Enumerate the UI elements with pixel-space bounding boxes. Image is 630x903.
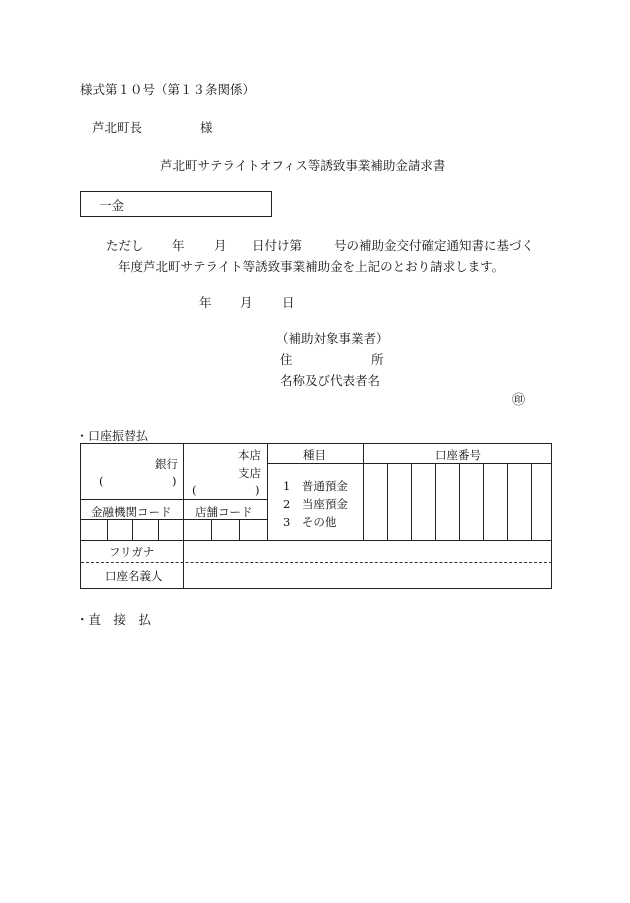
furigana-label: フリガナ [109,545,155,559]
date-month: 月 [240,295,253,310]
branch-paren-close: ) [255,483,260,497]
body-date-suffix: 日付け第 [252,238,303,253]
amount-box[interactable] [80,191,272,217]
amount-label: 一金 [99,198,125,213]
account-type-2: 2 当座預金 [283,497,348,511]
bank-label: 銀行 [155,457,178,471]
body-line2: 年度芦北町サテライト等誘致事業補助金を上記のとおり請求します。 [118,259,505,274]
account-type-1: 1 普通預金 [283,479,348,493]
head-office-label: 本店 [238,448,261,462]
seal-mark: ㊞ [512,393,526,408]
account-number-header: 口座番号 [435,448,481,462]
type-header: 種目 [303,448,326,462]
branch-paren-open: ( [192,483,197,497]
account-holder-label: 口座名義人 [105,569,163,583]
bank-paren-close: ) [172,474,177,488]
document-title: 芦北町サテライトオフィス等誘致事業補助金請求書 [160,158,446,173]
applicant-address-2: 所 [371,352,384,367]
bank-table [80,443,552,589]
body-month: 月 [214,238,227,253]
account-type-3: 3 その他 [283,515,337,529]
body-year: 年 [172,238,185,253]
form-number: 様式第１０号（第１３条関係） [80,82,256,97]
bank-code-label: 金融機関コード [91,505,172,519]
transfer-heading: ・口座振替払 [76,429,149,443]
bank-paren-open: ( [99,474,104,488]
body-rest: 号の補助金交付確定通知書に基づく [334,238,535,253]
direct-payment-heading: ・直 接 払 [76,612,152,627]
applicant-address-1: 住 [280,352,293,367]
addressee-honorific: 様 [200,120,213,135]
date-year: 年 [199,295,212,310]
applicant-name-label: 名称及び代表者名 [280,373,381,388]
addressee-name: 芦北町長 [92,120,143,135]
branch-label: 支店 [238,466,261,480]
applicant-heading: （補助対象事業者） [276,331,389,346]
date-day: 日 [282,295,295,310]
branch-code-label: 店舗コード [195,505,253,519]
body-prefix: ただし [106,238,144,253]
